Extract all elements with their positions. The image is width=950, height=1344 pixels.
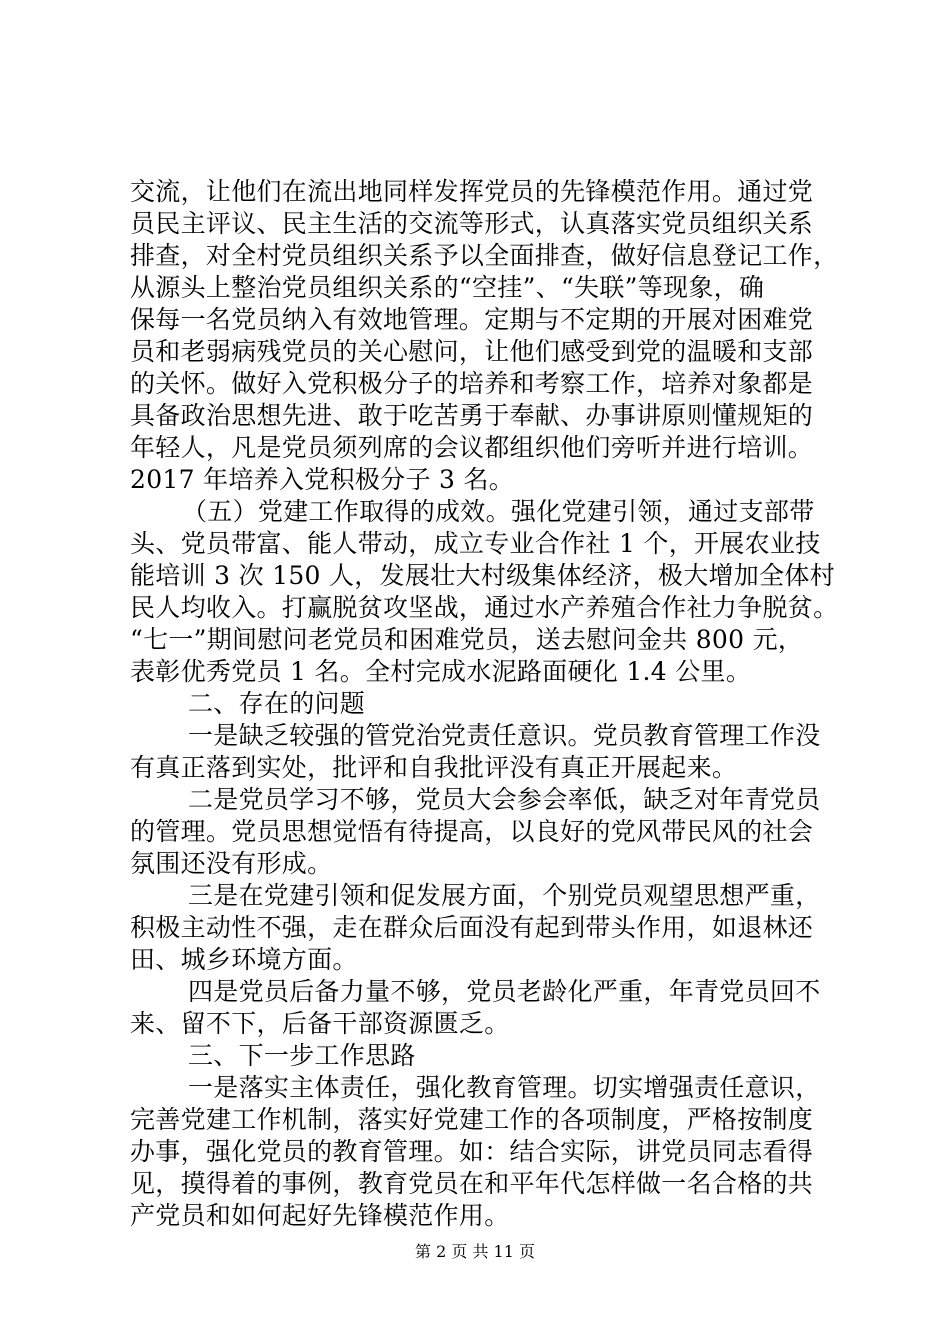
page-number: 第 2 页 共 11 页 bbox=[415, 1242, 535, 1261]
section-heading: 三、下一步工作思路 bbox=[188, 1041, 416, 1070]
text-line: 排查，对全村党员组织关系予以全面排查，做好信息登记工作， bbox=[130, 241, 839, 270]
text-line: 办事，强化党员的教育管理。如：结合实际，讲党员同志看得 bbox=[130, 1137, 814, 1166]
text-line: 来、留不下，后备干部资源匮乏。 bbox=[130, 1009, 510, 1038]
paragraph-start-line: 一是缺乏较强的管党治党责任意识。党员教育管理工作没 bbox=[188, 721, 821, 750]
text-line: 交流，让他们在流出地同样发挥党员的先锋模范作用。通过党 bbox=[130, 177, 814, 206]
text-line: 能培训 3 次 150 人，发展壮大村级集体经济，极大增加全体村 bbox=[130, 561, 836, 590]
section-heading: 二、存在的问题 bbox=[188, 689, 366, 718]
text-line: 的管理。党员思想觉悟有待提高，以良好的党风带民风的社会 bbox=[130, 817, 814, 846]
text-line: 田、城乡环境方面。 bbox=[130, 945, 358, 974]
page-footer bbox=[0, 1242, 950, 1262]
text-line: 完善党建工作机制，落实好党建工作的各项制度，严格按制度 bbox=[130, 1105, 814, 1134]
text-line: “七一”期间慰问老党员和困难党员，送去慰问金共 800 元， bbox=[130, 625, 804, 654]
paragraph-start-line: 四是党员后备力量不够，党员老龄化严重，年青党员回不 bbox=[188, 977, 821, 1006]
text-line: 从源头上整治党员组织关系的“空挂”、“失联”等现象，确 bbox=[130, 273, 765, 302]
text-line: 见，摸得着的事例，教育党员在和平年代怎样做一名合格的共 bbox=[130, 1169, 814, 1198]
text-line: 的关怀。做好入党积极分子的培养和考察工作，培养对象都是 bbox=[130, 369, 814, 398]
text-line: 员民主评议、民主生活的交流等形式，认真落实党员组织关系 bbox=[130, 209, 814, 238]
paragraph-start-line: （五）党建工作取得的成效。强化党建引领，通过支部带 bbox=[182, 497, 815, 526]
text-line: 有真正落到实处，批评和自我批评没有真正开展起来。 bbox=[130, 753, 738, 782]
document-body bbox=[130, 176, 839, 1232]
paragraph-start-line: 二是党员学习不够，党员大会参会率低，缺乏对年青党员 bbox=[188, 785, 821, 814]
text-line: 积极主动性不强，走在群众后面没有起到带头作用，如退林还 bbox=[130, 913, 814, 942]
paragraph-start-line: 一是落实主体责任，强化教育管理。切实增强责任意识， bbox=[188, 1073, 821, 1102]
text-line: 头、党员带富、能人带动，成立专业合作社 1 个，开展农业技 bbox=[130, 529, 821, 558]
text-line: 保每一名党员纳入有效地管理。定期与不定期的开展对困难党 bbox=[130, 305, 814, 334]
text-line: 氛围还没有形成。 bbox=[130, 849, 333, 878]
text-line: 产党员和如何起好先锋模范作用。 bbox=[130, 1201, 510, 1230]
text-line: 具备政治思想先进、敢于吃苦勇于奉献、办事讲原则懂规矩的 bbox=[130, 401, 814, 430]
text-line: 年轻人，凡是党员须列席的会议都组织他们旁听并进行培训。 bbox=[130, 433, 814, 462]
text-line: 员和老弱病残党员的关心慰问，让他们感受到党的温暖和支部 bbox=[130, 337, 814, 366]
text-line: 表彰优秀党员 1 名。全村完成水泥路面硬化 1.4 公里。 bbox=[130, 657, 752, 686]
paragraph-start-line: 三是在党建引领和促发展方面，个别党员观望思想严重， bbox=[188, 881, 821, 910]
text-line: 2017 年培养入党积极分子 3 名。 bbox=[130, 465, 515, 494]
text-line: 民人均收入。打赢脱贫攻坚战，通过水产养殖合作社力争脱贫。 bbox=[130, 593, 839, 622]
